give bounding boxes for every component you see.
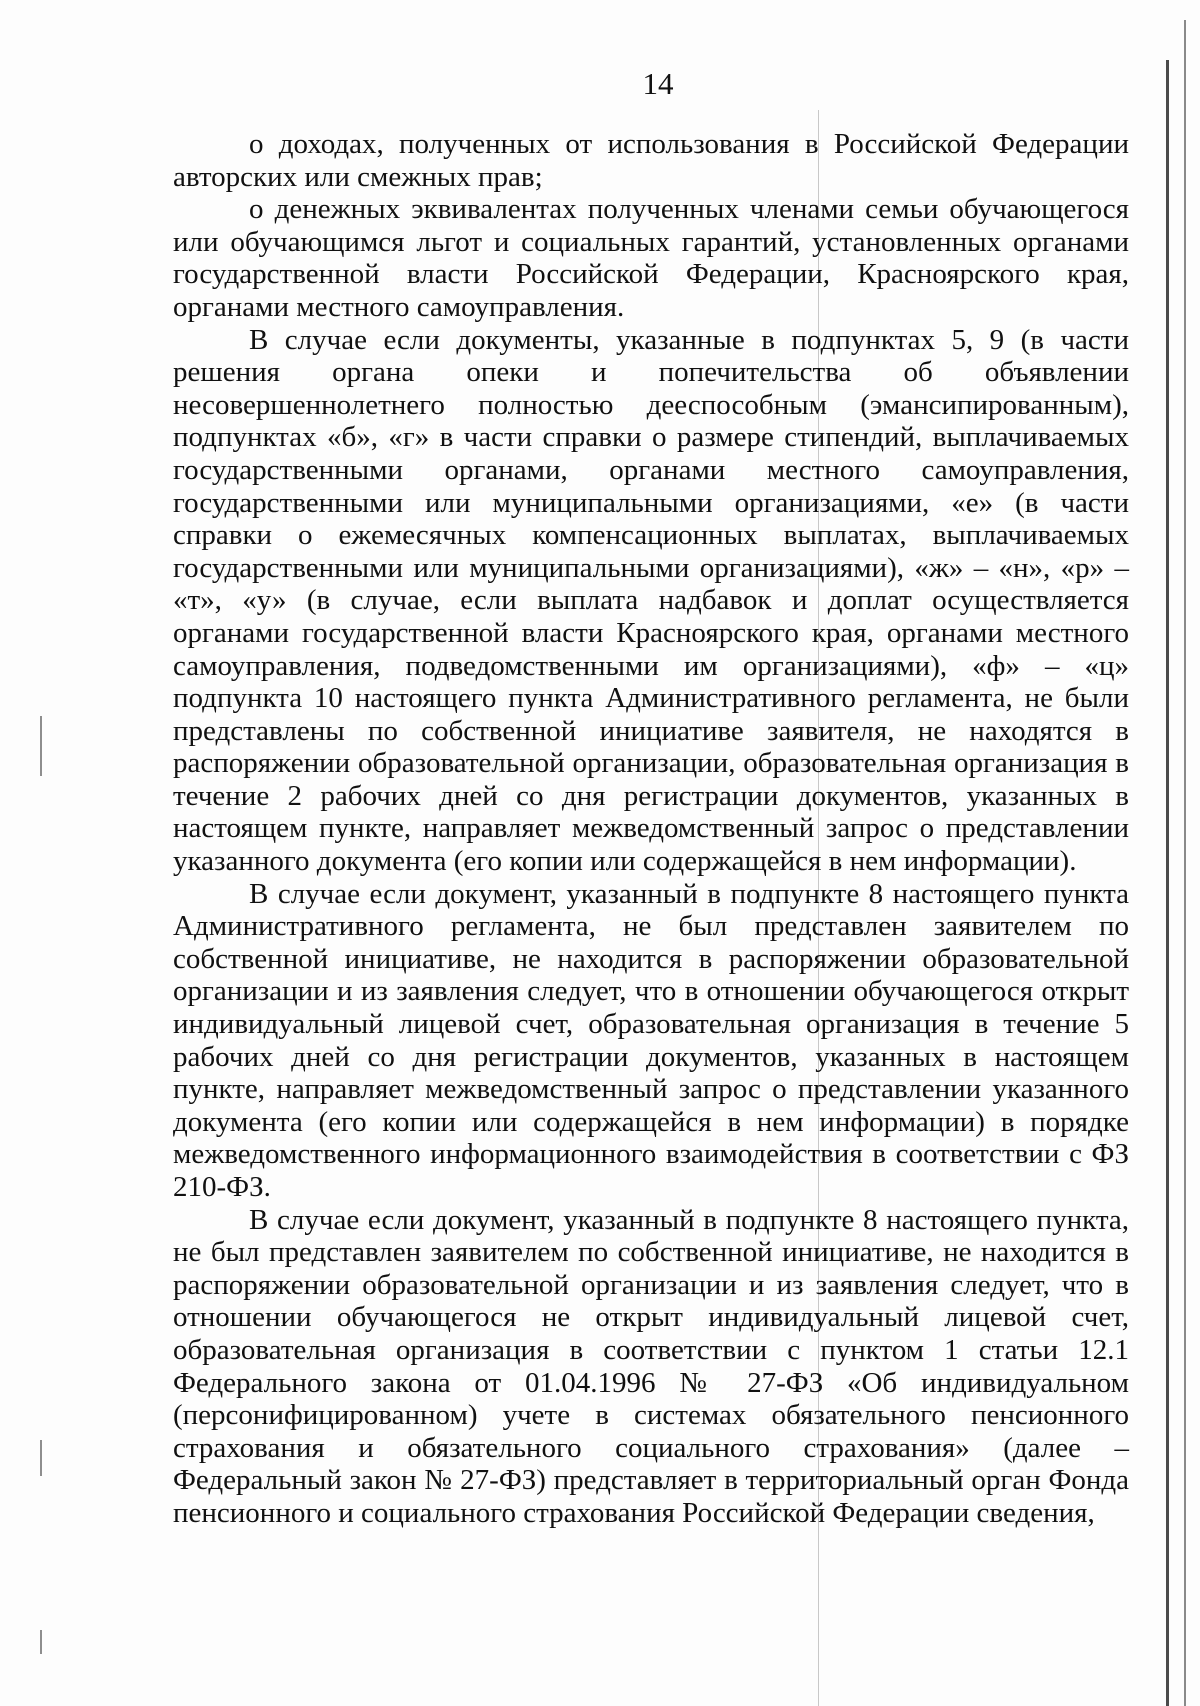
- scan-mark: [40, 1630, 42, 1654]
- page-number: 14: [642, 66, 674, 101]
- paragraph-income-copyright: о доходах, полученных от использования в Российской Федерации авторских или смежных прав;: [173, 128, 1129, 193]
- paragraph-pension-fund: В случае если документ, указанный в подпункте 8 настоящего пункта, не был представлен заявителем по собственной инициативе, не находится в распоряжении образовательной организации и из заявления следует, что в отношении обучающегося не открыт индивидуальный лицевой счет, образовательная организация в соответствии с пунктом 1 статьи 12.1 Федерального закона от 01.04.1996 № 27-ФЗ «Об индивидуальном (персонифицированном) учете в системах обязательного пенсионного страхования и обязательного социального страхования» (далее – Федеральный закон № 27-ФЗ) представляет в территориальный орган Фонда пенсионного и социального страхования Российской Федерации сведения,: [173, 1203, 1129, 1529]
- body-text: [173, 128, 1129, 1530]
- paragraph-monetary-equivalents: о денежных эквивалентах полученных членами семьи обучающегося или обучающимся льгот и социальных гарантий, установленных органами государственной власти Российской Федерации, Красноярского края, органами местного самоуправления.: [173, 193, 1129, 323]
- scan-edge-line: [1166, 60, 1169, 1706]
- scan-mark: [40, 1440, 42, 1476]
- paragraph-interagency-request-2-days: В случае если документы, указанные в подпунктах 5, 9 (в части решения органа опеки и попечительства об объявлении несовершеннолетнего полностью дееспособным (эмансипированным), подпунктах «б», «г» в части справки о размере стипендий, выплачиваемых государственными органами, органами местного самоуправления, государственными или муниципальными организациями, «е» (в части справки о ежемесячных компенсационных выплатах, выплачиваемых государственными или муниципальными организациями), «ж» – «н», «р» – «т», «у» (в случае, если выплата надбавок и доплат осуществляется органами государственной власти Красноярского края, органами местного самоуправления, подведомственными им организациями), «ф» – «ц» подпункта 10 настоящего пункта Административного регламента, не были представлены по собственной инициативе заявителя, не находятся в распоряжении образовательной организации, образовательная организация в течение 2 рабочих дней со дня регистрации документов, указанных в настоящем пункте, направляет межведомственный запрос о представлении указанного документа (его копии или содержащейся в нем информации).: [173, 323, 1129, 878]
- paragraph-interagency-request-5-days: В случае если документ, указанный в подпункте 8 настоящего пункта Административного регламента, не был представлен заявителем по собственной инициативе, не находится в распоряжении образовательной организации и из заявления следует, что в отношении обучающегося открыт индивидуальный лицевой счет, образовательная организация в течение 5 рабочих дней со дня регистрации документов, указанных в настоящем пункте, направляет межведомственный запрос о представлении указанного документа (его копии или содержащейся в нем информации) в порядке межведомственного информационного взаимодействия в соответствии с ФЗ 210-ФЗ.: [173, 877, 1129, 1203]
- scan-mark: [40, 716, 42, 776]
- scan-edge-line-outer: [1184, 20, 1186, 1706]
